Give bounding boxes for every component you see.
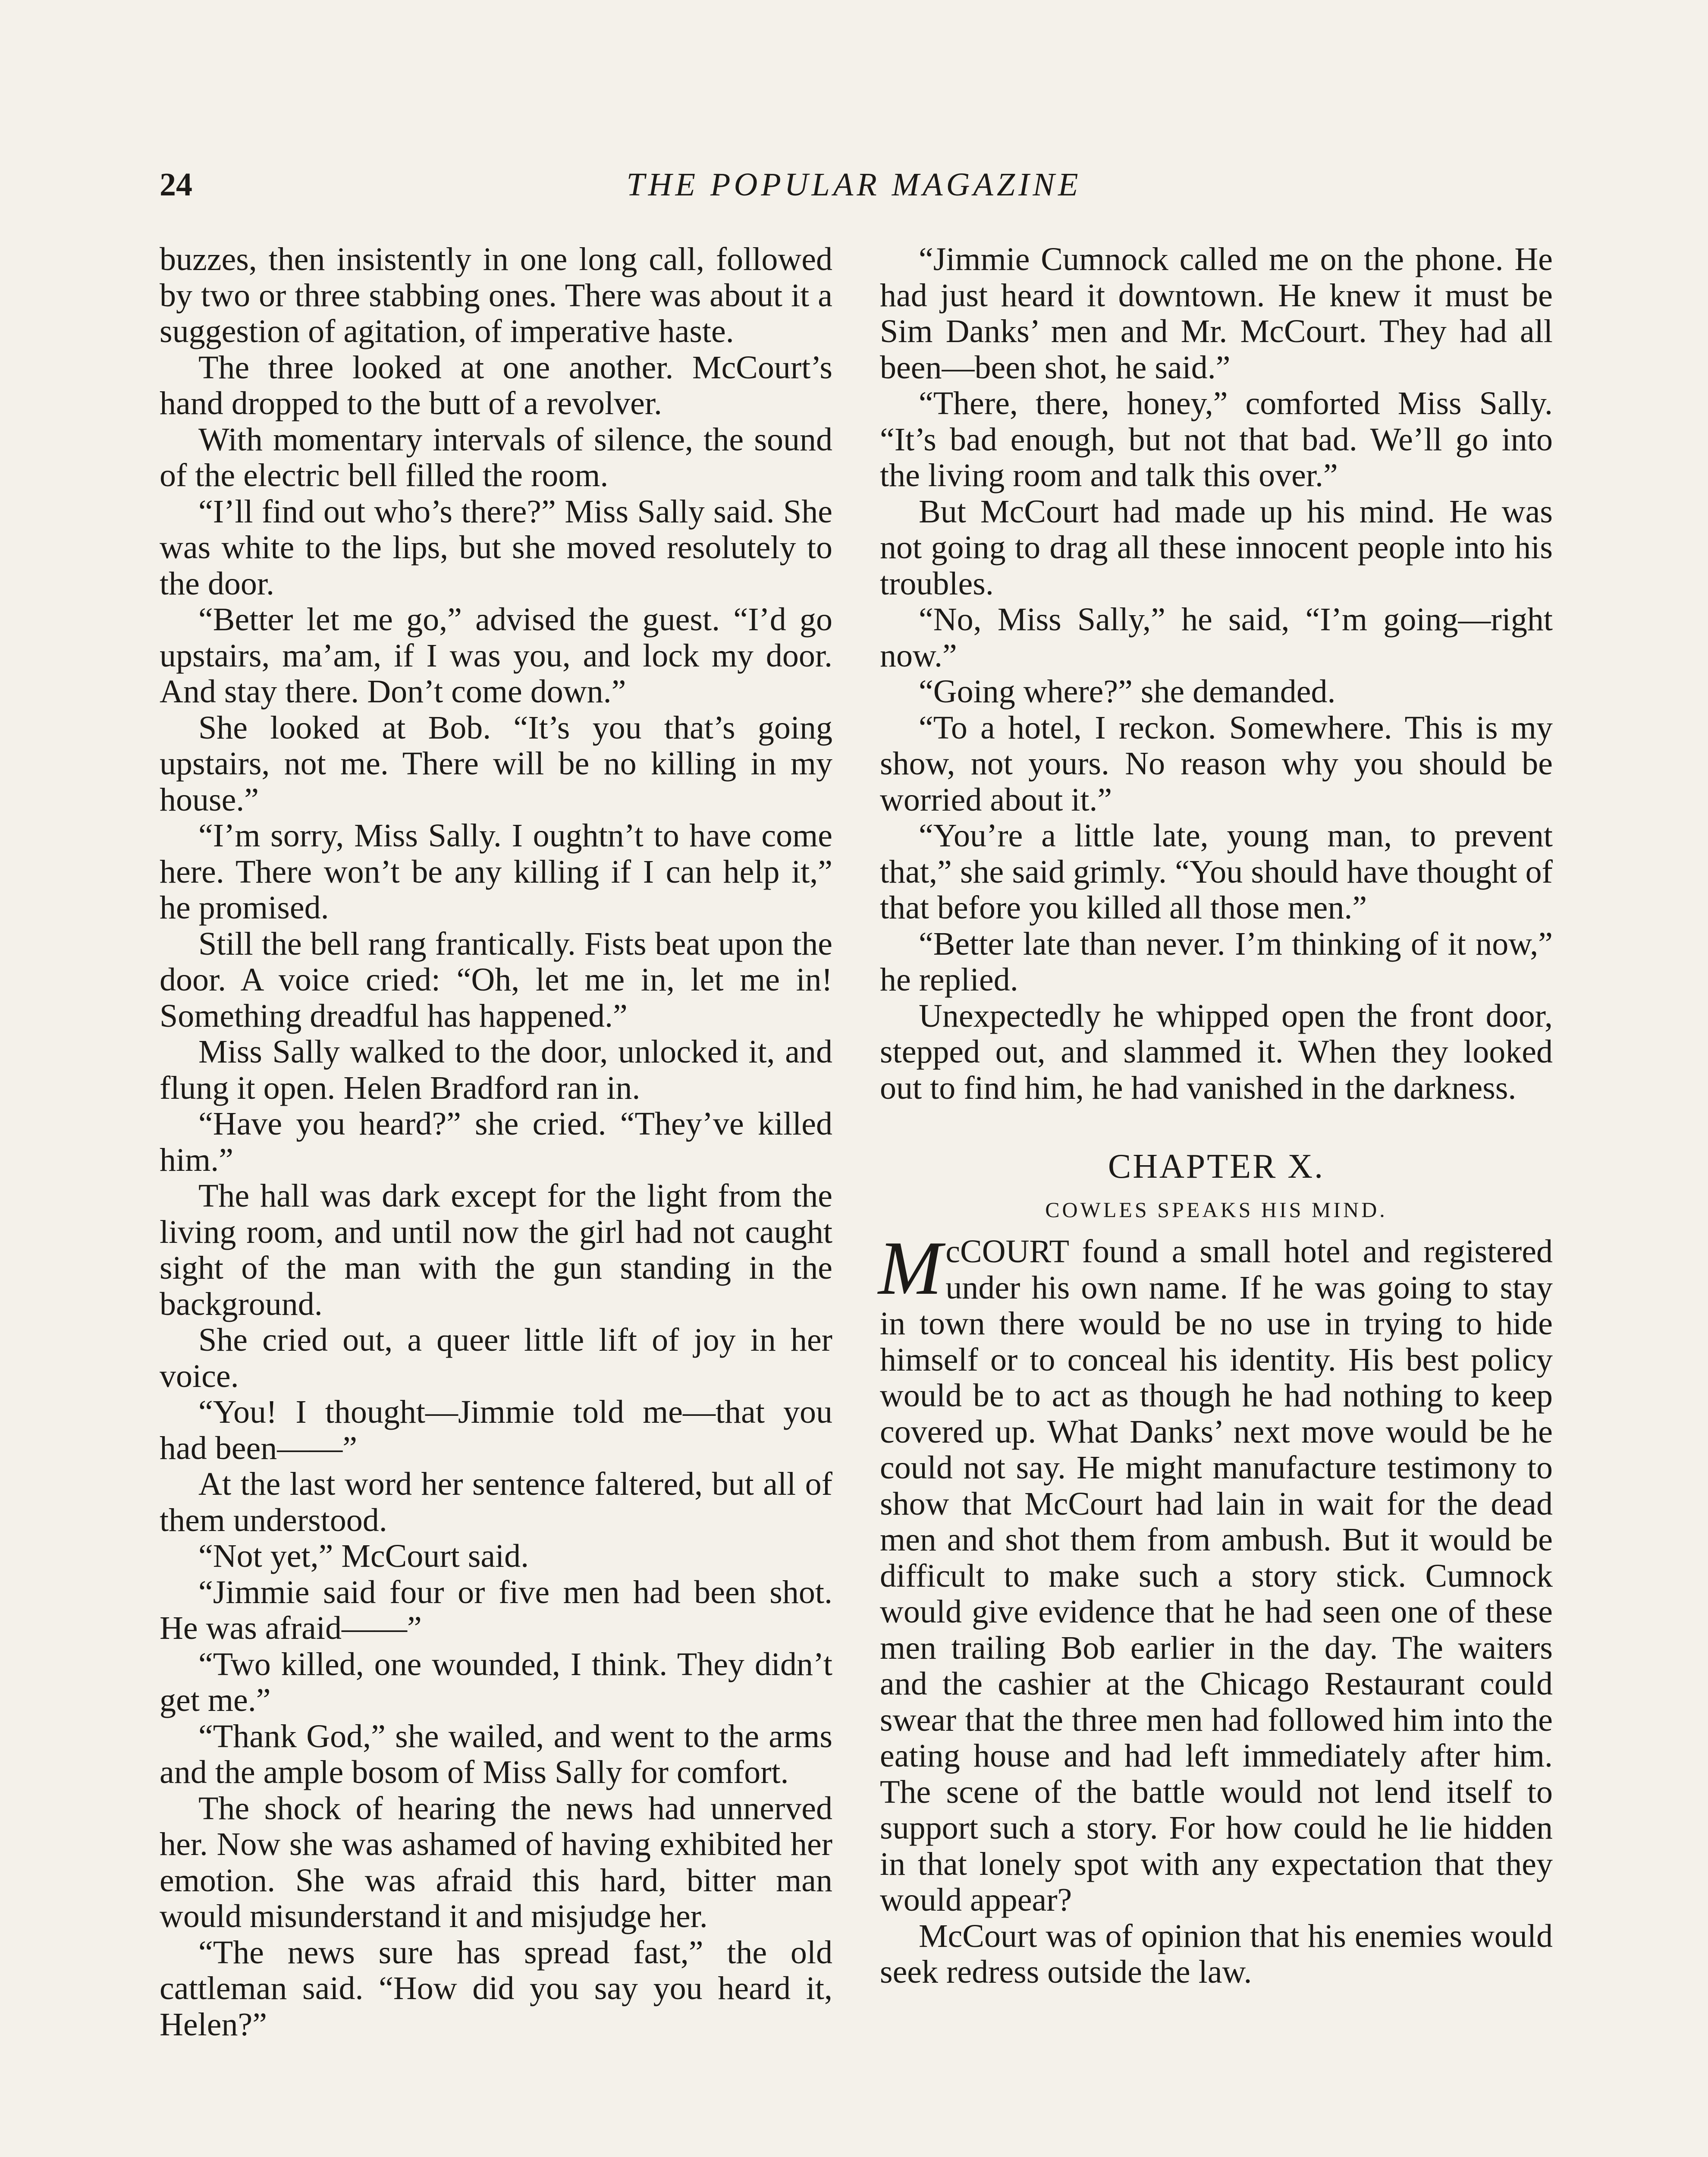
paragraph: “Not yet,” McCourt said. [198, 1538, 529, 1574]
paragraph: But McCourt had made up his mind. He was not going to drag all these innocent people into his troubles. [880, 493, 1553, 602]
paragraph: Still the bell rang frantically. Fists beat upon the door. A voice cried: “Oh, let me in, let me in! Something dreadful has happened.” [160, 925, 832, 1034]
paragraph: She cried out, a queer little lift of joy in her voice. [160, 1322, 832, 1394]
paragraph: Unexpectedly he whipped open the front door, stepped out, and slammed it. When they looked out to find him, he had vanished in the darkness. [880, 997, 1553, 1106]
paragraph: “You’re a little late, young man, to prevent that,” she said grimly. “You should have thought of that before you killed all those men.” [880, 818, 1553, 926]
page-header [160, 166, 1548, 214]
paragraph: “Thank God,” she wailed, and went to the arms and the ample bosom of Miss Sally for comfort. [160, 1718, 832, 1790]
paragraph: At the last word her sentence faltered, but all of them understood. [160, 1466, 832, 1538]
paragraph: “Going where?” she demanded. [919, 673, 1336, 710]
paragraph: “Jimmie Cumnock called me on the phone. He had just heard it downtown. He knew it must be Sim Danks’ men and Mr. McCourt. They had all been—been shot, he said.” [880, 241, 1553, 386]
paragraph: buzzes, then insistently in one long call, followed by two or three stabbing ones. There was about it a suggestion of agitation, of imperative haste. [160, 241, 832, 349]
page-number: 24 [160, 167, 192, 203]
paragraph: With momentary intervals of silence, the sound of the electric bell filled the room. [160, 421, 832, 494]
paragraph: “Better late than never. I’m thinking of it now,” he replied. [880, 925, 1553, 998]
chapter-title: CHAPTER X. [1108, 1148, 1325, 1185]
paragraph: Miss Sally walked to the door, unlocked it, and flung it open. Helen Bradford ran in. [160, 1034, 832, 1106]
right-column [880, 242, 1553, 1990]
paragraph: The hall was dark except for the light from the living room, and until now the girl had not caught sight of the man with the gun standing in the background. [160, 1178, 832, 1322]
chapter-opening-paragraph [878, 1225, 1553, 1918]
paragraph: McCourt was of opinion that his enemies would seek redress outside the law. [880, 1918, 1553, 1990]
paragraph: The three looked at one another. McCourt’s hand dropped to the butt of a revolver. [160, 349, 832, 421]
chapter-opening-text: cCOURT found a small hotel and registered under his own name. If he was going to stay in town there would be no use in trying to hide himself or to conceal his identity. His best policy would be to act as though he had nothing to keep covered up. What Danks’ next move would be he could not say. He might manufacture testimony to show that McCourt had lain in wait for the dead men and shot them from ambush. But it would be difficult to make such a story stick. Cumnock would give evidence that he had seen one of these men trailing Bob earlier in the day. The waiters and the cashier at the Chicago Restaurant could swear that the three men had followed him into the eating house and had left immediately after him. The scene of the battle would not lend itself to support such a story. For how could he lie hidden in that lonely spot with any expectation that they would appear? [880, 1233, 1553, 1918]
running-title: THE POPULAR MAGAZINE [626, 167, 1082, 203]
chapter-subtitle: COWLES SPEAKS HIS MIND. [1045, 1198, 1388, 1222]
paragraph: “I’m sorry, Miss Sally. I oughtn’t to have come here. There won’t be any killing if I can help it,” he promised. [160, 818, 832, 926]
left-column [160, 242, 832, 2043]
paragraph: “I’ll find out who’s there?” Miss Sally said. She was white to the lips, but she moved resolutely to the door. [160, 493, 832, 602]
paragraph: The shock of hearing the news had unnerved her. Now she was ashamed of having exhibited her emotion. She was afraid this hard, bitter man would misunderstand it and misjudge her. [160, 1790, 832, 1934]
paragraph: “Jimmie said four or five men had been shot. He was afraid——” [160, 1574, 832, 1646]
paragraph: “No, Miss Sally,” he said, “I’m going—right now.” [880, 601, 1553, 674]
drop-cap: M [878, 1225, 942, 1311]
paragraph: “Have you heard?” she cried. “They’ve killed him.” [160, 1106, 832, 1178]
paragraph: “You! I thought—Jimmie told me—that you had been——” [160, 1394, 832, 1466]
paragraph: She looked at Bob. “It’s you that’s going upstairs, not me. There will be no killing in my house.” [160, 709, 832, 818]
paragraph: “To a hotel, I reckon. Somewhere. This is my show, not yours. No reason why you should be worried about it.” [880, 709, 1553, 818]
paragraph: “There, there, honey,” comforted Miss Sally. “It’s bad enough, but not that bad. We’ll go into the living room and talk this over.” [880, 385, 1553, 494]
paragraph: “Better let me go,” advised the guest. “I’d go upstairs, ma’am, if I was you, and lock my door. And stay there. Don’t come down.” [160, 601, 832, 710]
paragraph: “The news sure has spread fast,” the old cattleman said. “How did you say you heard it, Helen?” [160, 1934, 832, 2043]
paragraph: “Two killed, one wounded, I think. They didn’t get me.” [160, 1646, 832, 1718]
